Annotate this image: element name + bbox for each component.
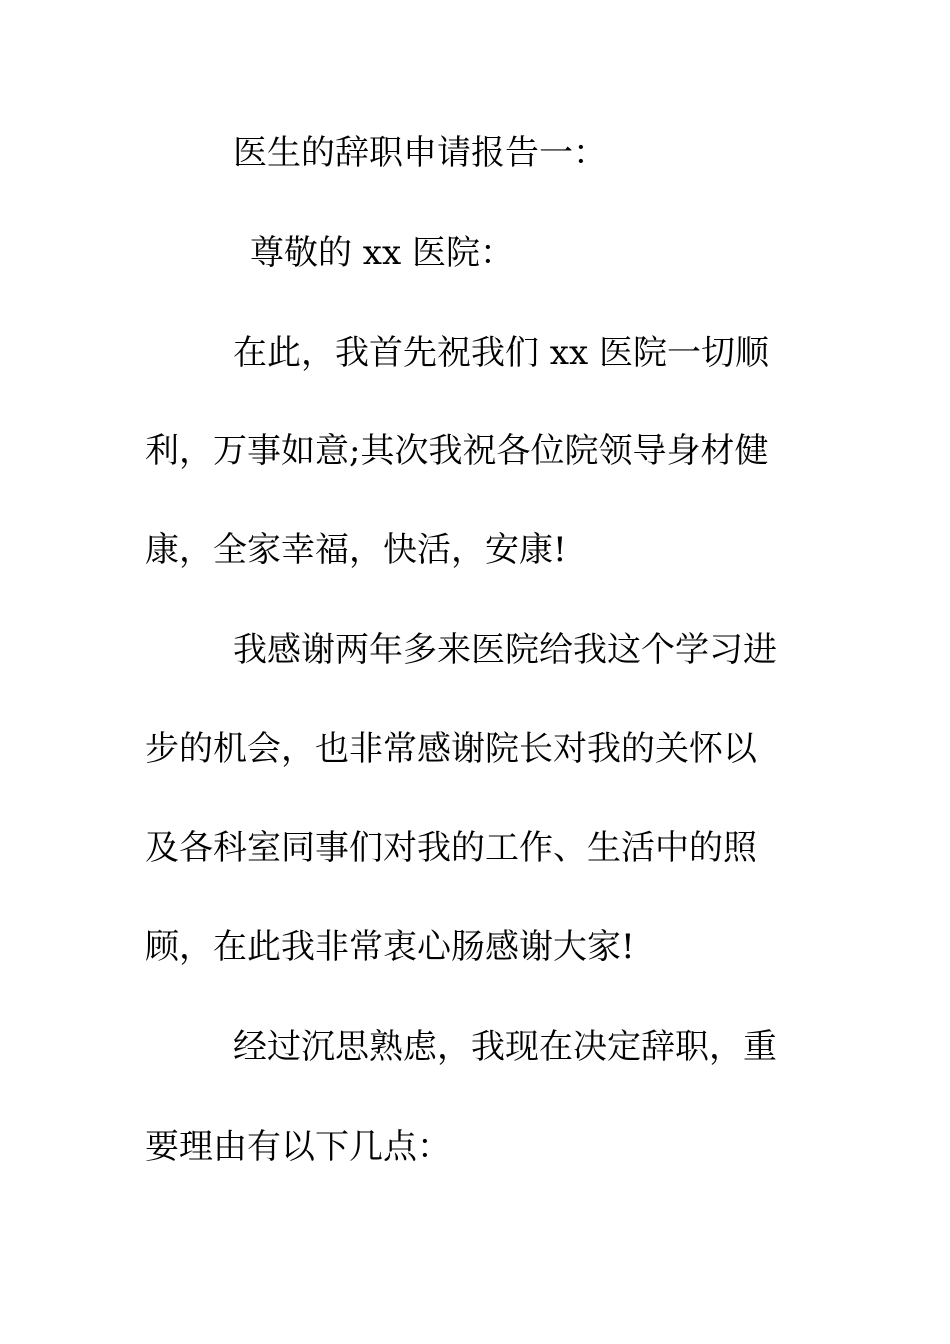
paragraph-1-line-1: 在此，我首先祝我们 xx 医院一切顺 <box>233 333 769 373</box>
paragraph-3-line-2: 要理由有以下几点： <box>145 1127 451 1167</box>
paragraph-2-line-4: 顾，在此我非常衷心肠感谢大家! <box>145 927 635 967</box>
salutation: 尊敬的 xx 医院： <box>250 233 514 273</box>
document-title: 医生的辞职申请报告一： <box>233 133 607 173</box>
paragraph-1-line-2: 利，万事如意;其次我祝各位院领导身材健 <box>145 431 769 471</box>
paragraph-1-line-3: 康，全家幸福，快活，安康! <box>145 530 567 570</box>
paragraph-2-line-3: 及各科室同事们对我的工作、生活中的照 <box>145 828 757 868</box>
paragraph-2-line-1: 我感谢两年多来医院给我这个学习进 <box>233 630 777 670</box>
paragraph-2-line-2: 步的机会，也非常感谢院长对我的关怀以 <box>145 729 757 769</box>
paragraph-3-line-1: 经过沉思熟虑，我现在决定辞职，重 <box>233 1027 777 1067</box>
